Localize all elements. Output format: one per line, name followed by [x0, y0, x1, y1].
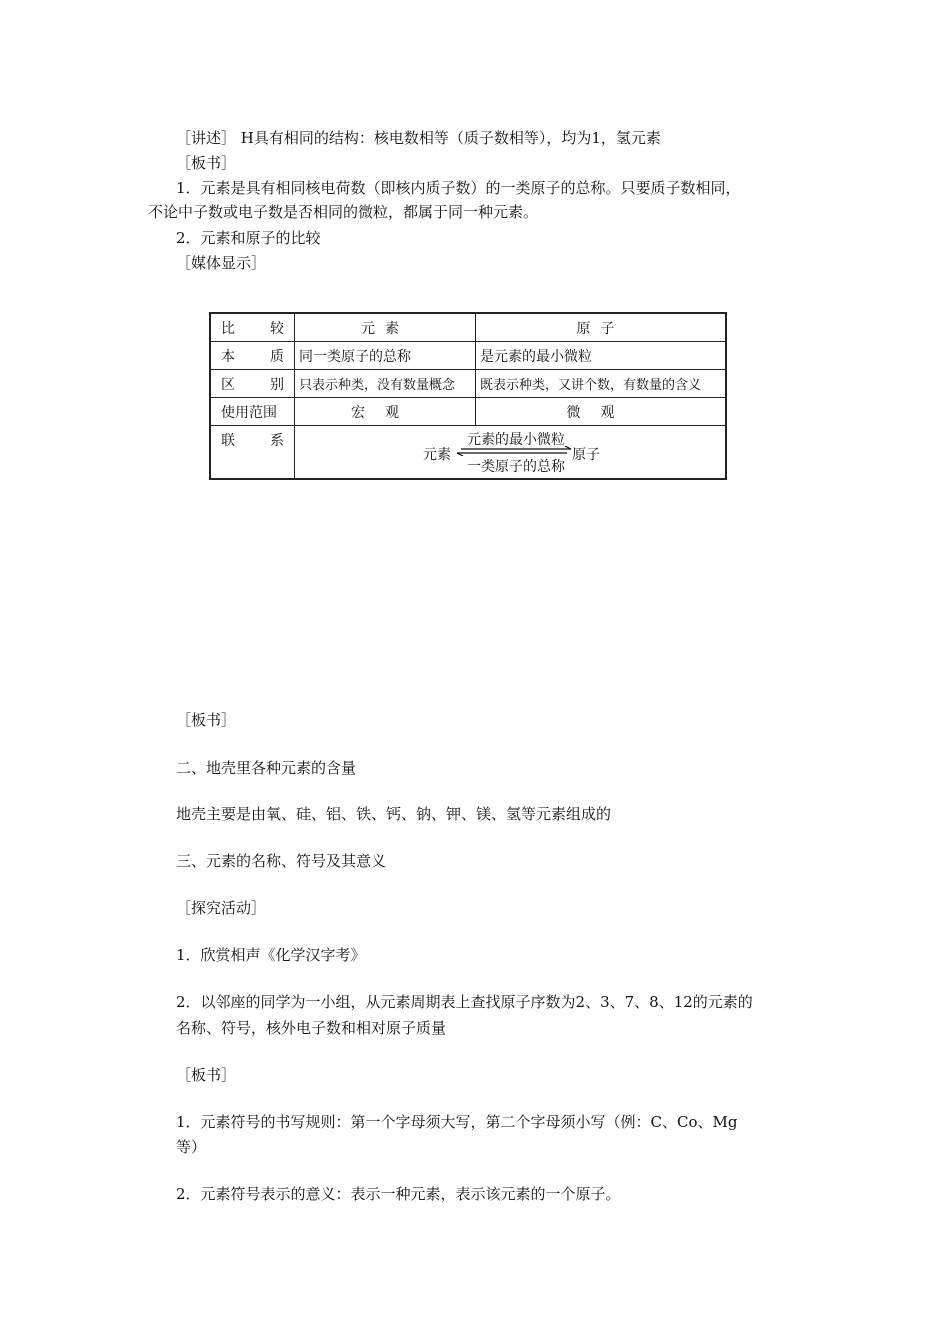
activity-label: ［探究活动］	[176, 899, 267, 917]
row-label: 区 别	[211, 370, 295, 398]
cell-atom: 既表示种类，又讲个数，有数量的含义	[476, 370, 726, 398]
symbol-rule-line-2: 等）	[176, 1138, 207, 1156]
lecture-line: ［讲述］ H具有相同的结构：核电数相等（质子数相等），均为1，氢元素	[176, 129, 661, 147]
row-label: 使用范围	[211, 398, 295, 426]
double-arrow-icon	[455, 446, 573, 456]
relation-right: 原子	[572, 447, 600, 463]
crust-elements-line: 地壳主要是由氧、硅、铝、铁、钙、钠、钾、镁、氢等元素组成的	[176, 805, 612, 823]
relation-left: 元素	[423, 447, 451, 463]
table-row	[211, 398, 726, 426]
row-label: 联 系	[211, 426, 295, 479]
relation-top-label: 元素的最小微粒	[467, 432, 565, 448]
comparison-heading: 2．元素和原子的比较	[176, 229, 321, 247]
section-two-heading: 二、地壳里各种元素的含量	[176, 759, 357, 777]
symbol-rule-line-1: 1．元素符号的书写规则：第一个字母须大写，第二个字母须小写（例：C、Co、Mg	[176, 1113, 738, 1131]
header-element: 元素	[295, 314, 476, 342]
definition-line-1: 1．元素是具有相同核电荷数（即核内质子数）的一类原子的总称。只要质子数相同，	[176, 179, 741, 197]
table-row	[211, 342, 726, 370]
board-label: ［板书］	[176, 154, 237, 172]
board-label: ［板书］	[176, 1066, 237, 1084]
header-atom: 原子	[476, 314, 726, 342]
relation-row	[211, 426, 726, 479]
cell-element: 同一类原子的总称	[295, 342, 476, 370]
definition-line-2: 不论中子数或电子数是否相同的微粒，都属于同一种元素。	[148, 203, 539, 221]
cell-element: 只表示种类，没有数量概念	[295, 370, 476, 398]
cell-atom: 微观	[476, 398, 726, 426]
section-three-heading: 三、元素的名称、符号及其意义	[176, 852, 387, 870]
symbol-meaning-line: 2．元素符号表示的意义：表示一种元素，表示该元素的一个原子。	[176, 1185, 621, 1203]
cell-atom: 是元素的最小微粒	[476, 342, 726, 370]
board-label: ［板书］	[176, 711, 237, 729]
relation-bottom-label: 一类原子的总称	[467, 459, 565, 475]
table-row	[211, 370, 726, 398]
media-label: ［媒体显示］	[176, 254, 267, 272]
relation-diagram	[295, 428, 725, 476]
element-atom-comparison-table	[209, 312, 727, 480]
table-header-row	[211, 314, 726, 342]
cell-element: 宏观	[295, 398, 476, 426]
relation-cell	[295, 426, 726, 479]
activity-item-1: 1．欣赏相声《化学汉字考》	[176, 946, 366, 964]
header-label: 比 较	[211, 314, 295, 342]
activity-item-2-line-1: 2．以邻座的同学为一小组，从元素周期表上查找原子序数为2、3、7、8、12的元素的	[176, 993, 753, 1011]
row-label: 本 质	[211, 342, 295, 370]
activity-item-2-line-2: 名称、符号，核外电子数和相对原子质量	[176, 1019, 447, 1037]
